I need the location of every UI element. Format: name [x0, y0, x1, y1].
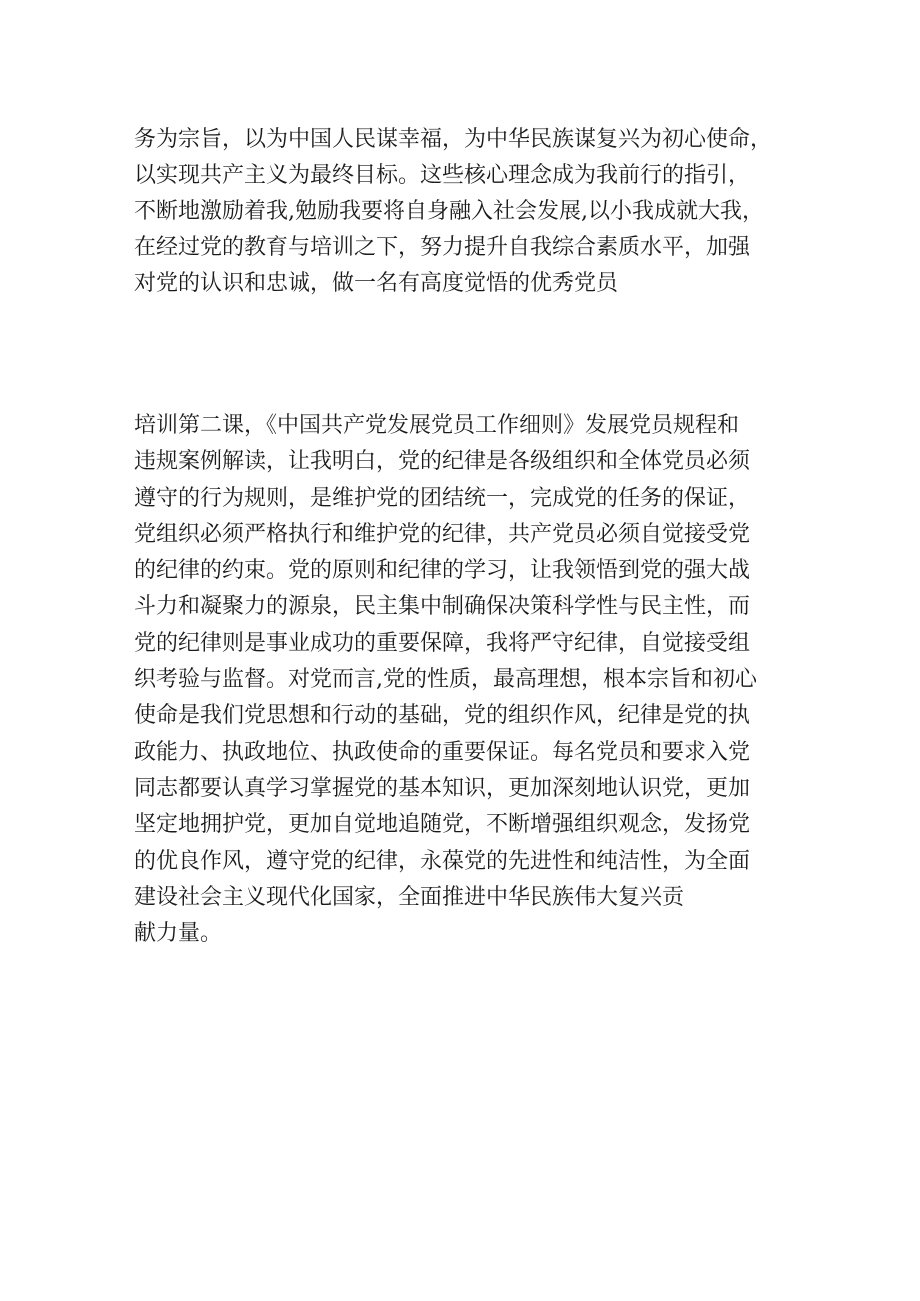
- paragraph-line: 斗力和凝聚力的源泉，民主集中制确保决策科学性与民主性，而: [134, 594, 751, 620]
- paragraph-line: 不断地激励着我,勉励我要将自身融入社会发展,以小我成就大我，: [134, 199, 764, 224]
- paragraph-line: 的纪律的约束。党的原则和纪律的学习，让我领悟到党的强大战: [134, 558, 751, 584]
- paragraph-line: 遵守的行为规则，是维护党的团结统一，完成党的任务的保证，: [134, 485, 751, 511]
- paragraph-line: 同志都要认真学习掌握党的基本知识，更加深刻地认识党，更加: [134, 775, 751, 801]
- paragraph-line: 对党的认识和忠诚，做一名有高度觉悟的优秀党员: [134, 271, 619, 296]
- paragraph-line: 献力量。: [134, 921, 223, 947]
- paragraph-line: 政能力、执政地位、执政使命的重要保证。每名党员和要求入党: [134, 739, 751, 765]
- paragraph-line: 以实现共产主义为最终目标。这些核心理念成为我前行的指引，: [134, 163, 751, 188]
- paragraph-line: 党的纪律则是事业成功的重要保障，我将严守纪律，自觉接受组: [134, 630, 751, 656]
- paragraph-line: 违规案例解读，让我明白，党的纪律是各级组织和全体党员必须: [134, 449, 751, 475]
- paragraph-line: 培训第二课，《中国共产党发展党员工作细则》发展党员规程和: [134, 413, 740, 438]
- paragraph-2: [134, 408, 794, 952]
- paragraph-line: 建设社会主义现代化国家，全面推进中华民族伟大复兴贡: [134, 884, 685, 910]
- paragraph-line: 使命是我们党思想和行动的基础，党的组织作风，纪律是党的执: [134, 703, 751, 729]
- paragraph-line: 在经过党的教育与培训之下，努力提升自我综合素质水平，加强: [134, 235, 751, 260]
- paragraph-line: 党组织必须严格执行和维护党的纪律，共产党员必须自觉接受党: [134, 521, 751, 547]
- paragraph-line: 务为宗旨，以为中国人民谋幸福，为中华民族谋复兴为初心使命，: [134, 127, 773, 152]
- paragraph-line: 坚定地拥护党，更加自觉地追随党，不断增强组织观念，发扬党: [134, 812, 751, 838]
- paragraph-1: [134, 122, 794, 302]
- paragraph-line: 的优良作风，遵守党的纪律，永葆党的先进性和纯洁性，为全面: [134, 848, 751, 874]
- paragraph-line: 织考验与监督。对党而言,党的性质，最高理想，根本宗旨和初心: [134, 667, 757, 693]
